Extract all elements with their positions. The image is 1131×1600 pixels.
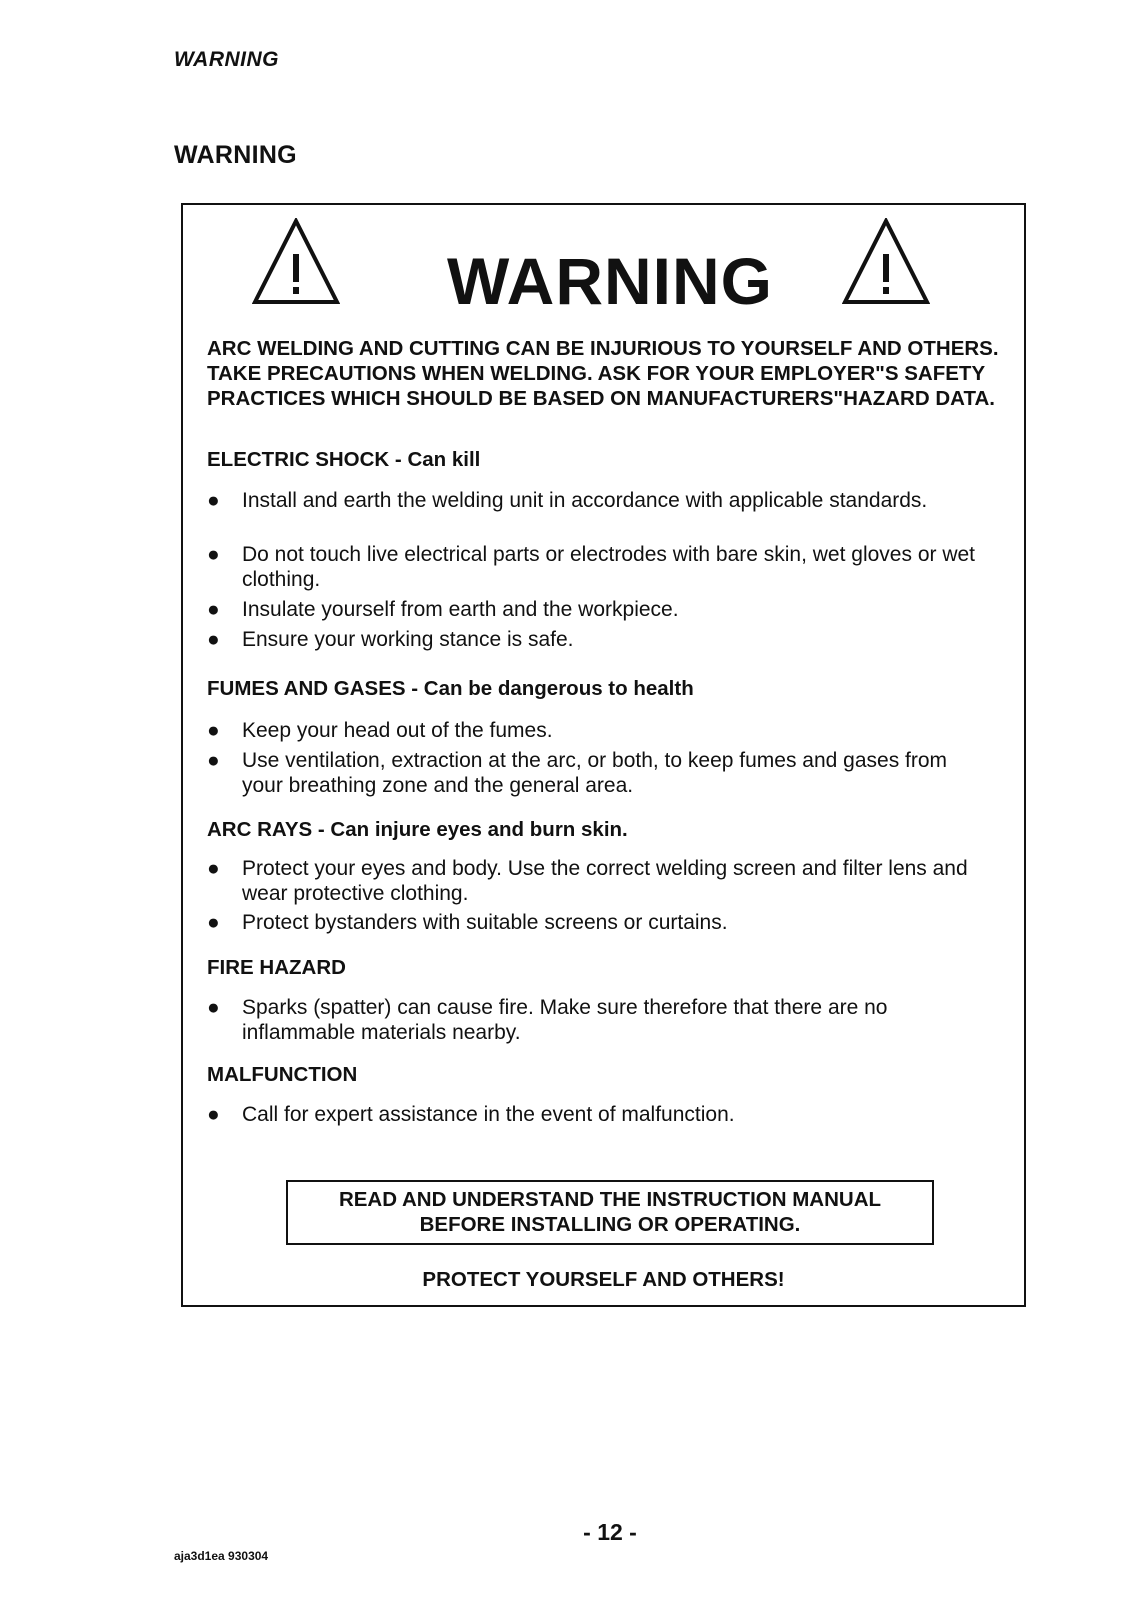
list-item-text: Protect bystanders with suitable screens or curtains.: [242, 911, 728, 934]
bullet: ●: [207, 749, 220, 772]
intro-text: ARC WELDING AND CUTTING CAN BE INJURIOUS TO YOURSELF AND OTHERS. TAKE PRECAUTIONS WHEN WELDING. ASK FOR YOUR EMPLOYER"S SAFETY PRACTICES WHICH SHOULD BE BASED ON MANUFACTURERS"HAZARD DATA.: [207, 337, 999, 410]
page-number: - 12 -: [583, 1519, 637, 1545]
section-heading-arc-rays: ARC RAYS - Can injure eyes and burn skin.: [207, 818, 628, 841]
document-code: aja3d1ea 930304: [174, 1549, 269, 1563]
header-italic-title: WARNING: [174, 48, 279, 71]
notice-line: BEFORE INSTALLING OR OPERATING.: [419, 1213, 801, 1236]
box-title: WARNING: [447, 244, 773, 318]
list-item-text: Insulate yourself from earth and the workpiece.: [242, 598, 679, 621]
bullet: ●: [207, 598, 220, 621]
warning-triangle-icon: [842, 218, 930, 306]
list-item: [207, 627, 987, 652]
list-item: [207, 718, 987, 743]
list-item-text: Keep your head out of the fumes.: [242, 719, 553, 742]
list-item: [207, 1102, 987, 1127]
bullet: ●: [207, 489, 220, 512]
instruction-notice-box: [286, 1180, 934, 1245]
section-heading-fire-hazard: FIRE HAZARD: [207, 956, 346, 979]
list-item: [207, 488, 987, 513]
list-item-text: Install and earth the welding unit in accordance with applicable standards.: [242, 489, 928, 512]
header-bold-title: WARNING: [174, 141, 297, 169]
list-item: [207, 542, 987, 592]
bullet: ●: [207, 543, 220, 566]
list-item-text: Protect your eyes and body. Use the correct welding screen and filter lens and wear protective clothing.: [242, 857, 968, 905]
bullet: ●: [207, 911, 220, 934]
warning-triangle-icon: [252, 218, 340, 306]
list-item-text: Sparks (spatter) can cause fire. Make sure therefore that there are no inflammable materials nearby.: [242, 996, 888, 1044]
list-item: [207, 995, 987, 1045]
bullet: ●: [207, 719, 220, 742]
bullet: ●: [207, 1103, 220, 1126]
closing-text: PROTECT YOURSELF AND OTHERS!: [422, 1268, 785, 1291]
list-item: [207, 748, 987, 798]
bullet: ●: [207, 857, 220, 880]
list-item-text: Call for expert assistance in the event of malfunction.: [242, 1103, 735, 1126]
bullet: ●: [207, 996, 220, 1019]
list-item: [207, 910, 987, 935]
list-item-text: Do not touch live electrical parts or electrodes with bare skin, wet gloves or wet clothing.: [242, 543, 976, 591]
section-heading-electric-shock: ELECTRIC SHOCK - Can kill: [207, 448, 481, 471]
list-item-text: Use ventilation, extraction at the arc, or both, to keep fumes and gases from your breathing zone and the general area.: [242, 749, 948, 797]
notice-line: READ AND UNDERSTAND THE INSTRUCTION MANUAL: [338, 1188, 882, 1211]
section-heading-malfunction: MALFUNCTION: [207, 1063, 358, 1086]
list-item: [207, 856, 987, 906]
list-item: [207, 597, 987, 622]
list-item-text: Ensure your working stance is safe.: [242, 628, 574, 651]
section-heading-fumes-and-gases: FUMES AND GASES - Can be dangerous to health: [207, 677, 694, 700]
bullet: ●: [207, 628, 220, 651]
